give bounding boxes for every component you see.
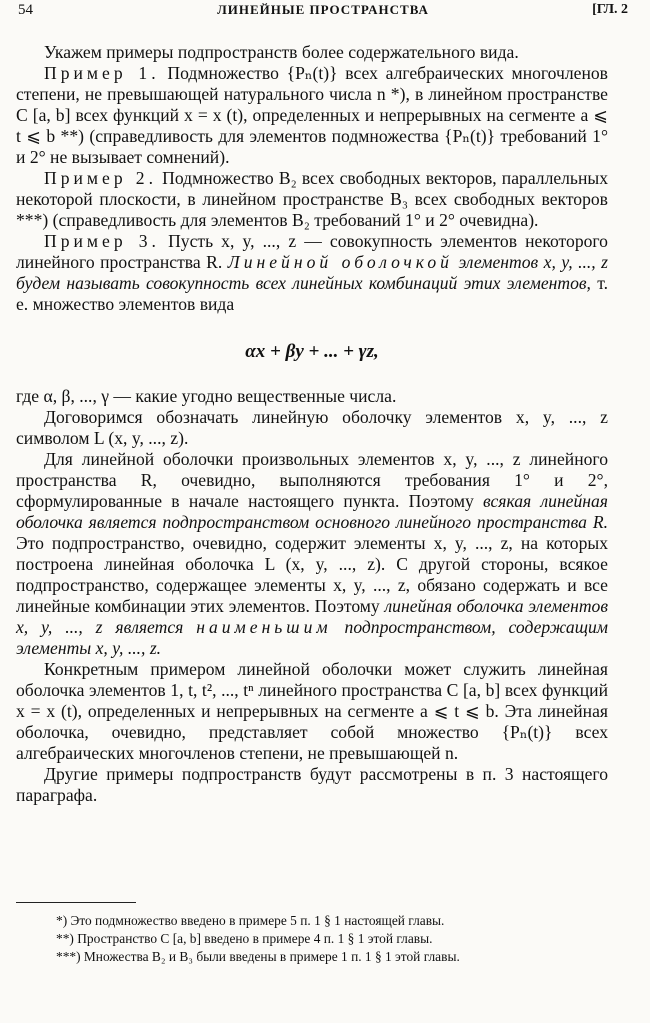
display-formula: αx + βy + ... + γz,	[245, 341, 379, 362]
page-header	[18, 2, 628, 24]
hull-text-a: Для линейной оболочки произвольных элементов x, y, ..., z линейного пространства R, очевидно, выполняются требования 1° и 2°, сформулированные в начале настоящего пункта. Поэтому	[16, 449, 608, 511]
example-2-label: Пример 2.	[44, 168, 158, 188]
hull-statement-f: подпространством, содержащим элементы x, y, ..., z.	[16, 617, 609, 658]
example-2-text: Подмножество B₂ всех свободных векторов, параллельных некоторой плоскости, в линейном пространстве B₃ всех свободных векторов ***) (справедливость для элементов B₂ требований 1° и 2° очевидна).	[16, 168, 608, 230]
footnote: *) Это подмножество введено в примере 5 п. 1 § 1 настоящей главы.	[56, 913, 445, 928]
running-title: ЛИНЕЙНЫЕ ПРОСТРАНСТВА	[217, 2, 429, 17]
notation-paragraph: Договоримся обозначать линейную оболочку элементов x, y, ..., z символом L (x, y, ..., z).	[16, 407, 608, 448]
intro-paragraph: Укажем примеры подпространств более содержательного вида.	[44, 42, 519, 62]
example-1	[16, 63, 608, 168]
main-text	[16, 42, 608, 806]
example-3-text: Пусть x, y, ..., z — совокупность элементов некоторого линейного пространства R.	[16, 231, 608, 272]
chapter-label: [ГЛ. 2	[592, 2, 628, 17]
hull-smallest: наименьшим	[196, 617, 332, 637]
footnotes	[16, 912, 608, 966]
example-3	[16, 231, 608, 315]
hull-statement: всякая линейная оболочка является подпространством основного линейного пространства R.	[16, 491, 608, 532]
example-3-tail: т. е. множество элементов вида	[16, 273, 609, 314]
definition-term: Линейной оболочкой	[227, 252, 453, 272]
hull-text-c: Это подпространство, очевидно, содержит элементы x, y, ..., z, на которых построена линейная оболочка L (x, y, ..., z). С другой стороны, всякое подпространство, содержащее элементы x, y, ..., z, обязано содержать и все линейные комбинации этих элементов. Поэтому	[16, 533, 608, 616]
footnote-rule	[16, 902, 136, 903]
example-2	[16, 168, 608, 231]
concrete-example-paragraph: Конкретным примером линейной оболочки может служить линейная оболочка элементов 1, t, t², ..., tⁿ линейного пространства C [a, b] всех функций x = x (t), определенных и непрерывных на сегменте a ⩽ t ⩽ b. Эта линейная оболочка, очевидно, представляет собой множество {Pₙ(t)} всех алгебраических многочленов степени, не превышающей n.	[16, 659, 608, 763]
example-1-label: Пример 1.	[44, 63, 160, 83]
footnote: **) Пространство C [a, b] введено в примере 4 п. 1 § 1 этой главы.	[56, 931, 433, 946]
example-3-label: Пример 3.	[44, 231, 160, 251]
after-formula-text: где α, β, ..., γ — какие угодно вещественные числа.	[16, 386, 397, 406]
definition-text: элементов x, y, ..., z будем называть совокупность всех линейных комбинаций этих элементов,	[16, 252, 608, 293]
hull-statement-d: линейная оболочка элементов x, y, ..., z является	[16, 596, 608, 637]
example-1-text: Подмножество {Pₙ(t)} всех алгебраических многочленов степени, не превышающей натурального числа n *), в линейном пространстве C [a, b] всех функций x = x (t), определенных и непрерывных на сегменте a ⩽ t ⩽ b **) (справедливость для элементов подмножества {Pₙ(t)} требований 1° и 2° не вызывает сомнений).	[16, 63, 608, 167]
footnote: ***) Множества B₂ и B₃ были введены в примере 1 п. 1 § 1 этой главы.	[56, 949, 460, 964]
closing-paragraph: Другие примеры подпространств будут рассмотрены в п. 3 настоящего параграфа.	[16, 764, 608, 805]
hull-paragraph	[16, 449, 608, 659]
page-number: 54	[18, 2, 33, 18]
